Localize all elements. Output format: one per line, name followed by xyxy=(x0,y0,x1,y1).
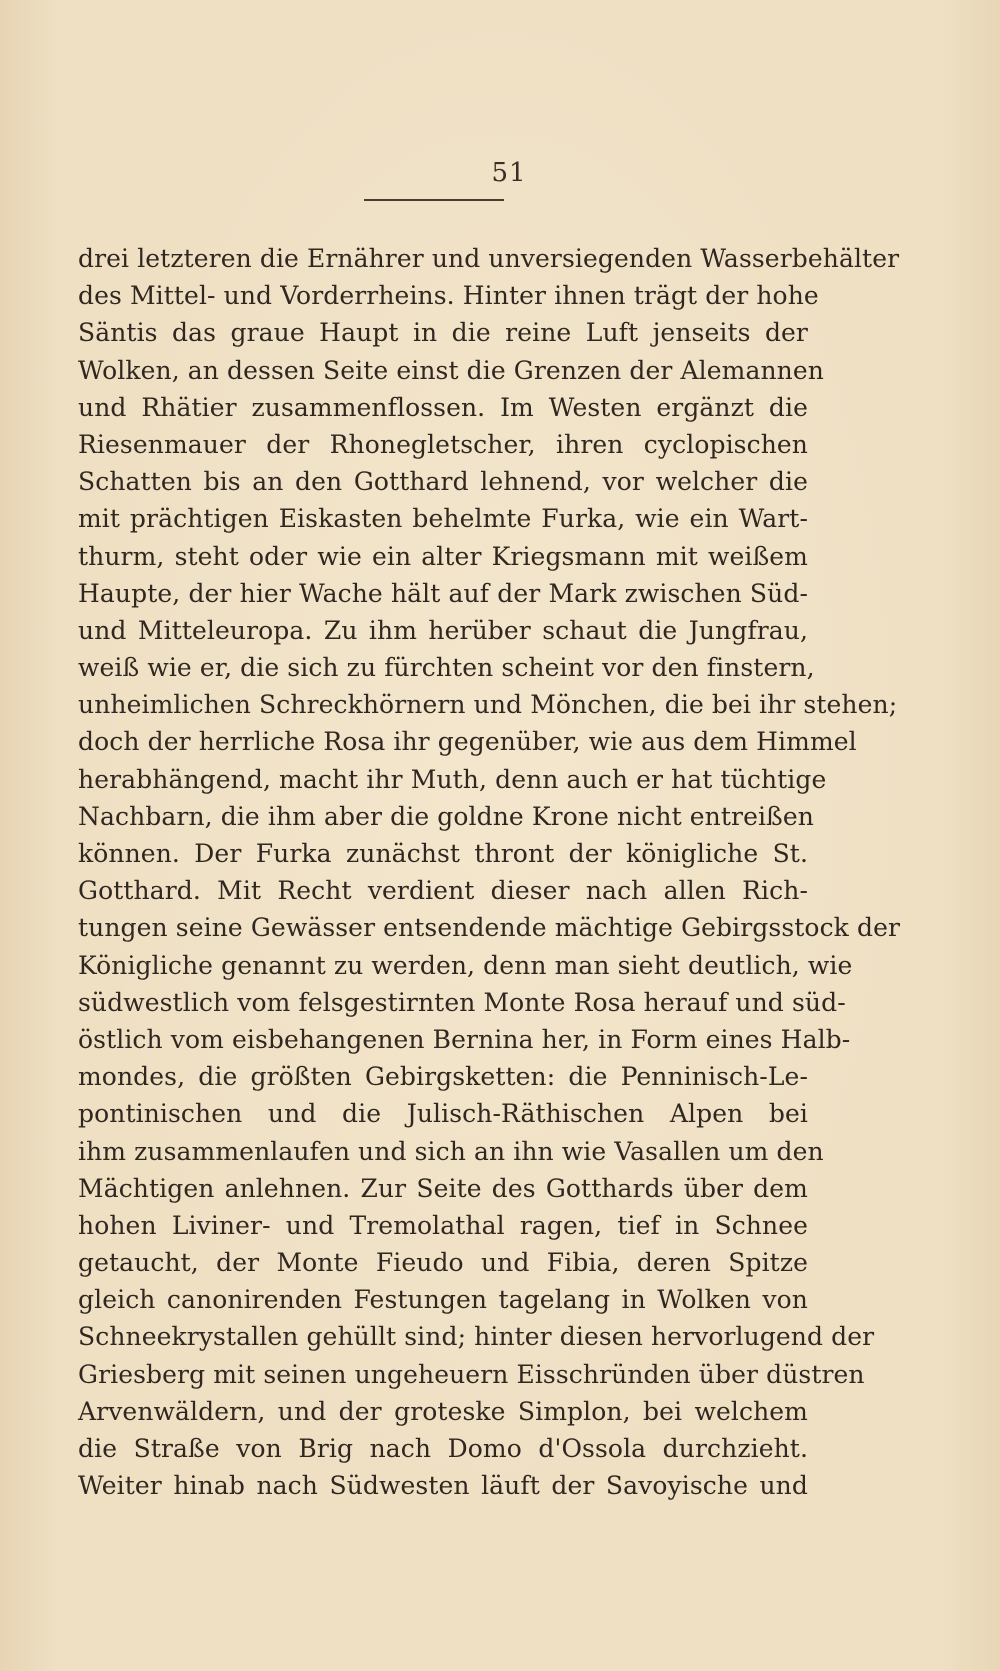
text-line: und Rhätier zusammenflossen. Im Westen ergänzt die xyxy=(78,392,808,422)
text-line: Mächtigen anlehnen. Zur Seite des Gotthards über dem xyxy=(78,1173,808,1203)
text-line: unheimlichen Schreckhörnern und Mönchen, die bei ihr stehen; xyxy=(78,690,898,720)
header-rule xyxy=(364,199,504,201)
text-line: Säntis das graue Haupt in die reine Luft jenseits der xyxy=(78,318,808,348)
text-line: gleich canonirenden Festungen tagelang in Wolken von xyxy=(78,1285,808,1315)
text-line: drei letzteren die Ernährer und unversiegenden Wasserbehälter xyxy=(78,244,900,273)
text-line: tungen seine Gewässer entsendende mächtige Gebirgsstock der xyxy=(78,913,901,943)
text-line: doch der herrliche Rosa ihr gegenüber, wie aus dem Himmel xyxy=(78,727,857,757)
text-line: hohen Liviner- und Tremolathal ragen, tief in Schnee xyxy=(78,1210,808,1240)
text-line: Schneekrystallen gehüllt sind; hinter diesen hervorlugend der xyxy=(78,1322,875,1352)
text-line: Nachbarn, die ihm aber die goldne Krone nicht entreißen xyxy=(78,801,814,831)
text-line: des Mittel- und Vorderrheins. Hinter ihnen trägt der hohe xyxy=(78,281,819,311)
text-line: die Straße von Brig nach Domo d'Ossola durchzieht. xyxy=(78,1434,808,1463)
text-line: östlich vom eisbehangenen Bernina her, in Form eines Halb- xyxy=(78,1024,851,1054)
text-line: herabhängend, macht ihr Muth, denn auch er hat tüchtige xyxy=(78,764,827,794)
text-line: und Mitteleuropa. Zu ihm herüber schaut die Jungfrau, xyxy=(78,615,808,645)
text-line: Riesenmauer der Rhonegletscher, ihren cyclopischen xyxy=(78,429,808,459)
text-line: Weiter hinab nach Südwesten läuft der Savoyische und xyxy=(78,1471,808,1501)
text-line: Haupte, der hier Wache hält auf der Mark zwischen Süd- xyxy=(78,578,808,608)
text-line: können. Der Furka zunächst thront der königliche St. xyxy=(78,839,808,868)
text-line: mondes, die größten Gebirgsketten: die Penninisch-Le- xyxy=(78,1062,808,1092)
text-line: Königliche genannt zu werden, denn man sieht deutlich, wie xyxy=(78,950,853,980)
text-line: mit prächtigen Eiskasten behelmte Furka, wie ein Wart- xyxy=(78,504,808,534)
text-line: Wolken, an dessen Seite einst die Grenzen der Alemannen xyxy=(78,355,824,385)
text-line: Schatten bis an den Gotthard lehnend, vor welcher die xyxy=(78,467,808,497)
text-line: pontinischen und die Julisch-Räthischen Alpen bei xyxy=(78,1099,808,1129)
body-text xyxy=(78,240,901,1504)
text-line: thurm, steht oder wie ein alter Kriegsmann mit weißem xyxy=(78,541,808,571)
text-line: ihm zusammenlaufen und sich an ihn wie Vasallen um den xyxy=(78,1136,824,1166)
text-line: südwestlich vom felsgestirnten Monte Rosa herauf und süd- xyxy=(78,987,846,1017)
page-number: 51 xyxy=(491,158,527,188)
text-line: getaucht, der Monte Fieudo und Fibia, deren Spitze xyxy=(78,1248,808,1278)
text-line: weiß wie er, die sich zu fürchten scheint vor den finstern, xyxy=(78,653,815,683)
text-line: Griesberg mit seinen ungeheuern Eisschründen über düstren xyxy=(78,1359,865,1389)
text-line: Arvenwäldern, und der groteske Simplon, bei welchem xyxy=(78,1396,808,1426)
text-line: Gotthard. Mit Recht verdient dieser nach allen Rich- xyxy=(78,876,808,906)
